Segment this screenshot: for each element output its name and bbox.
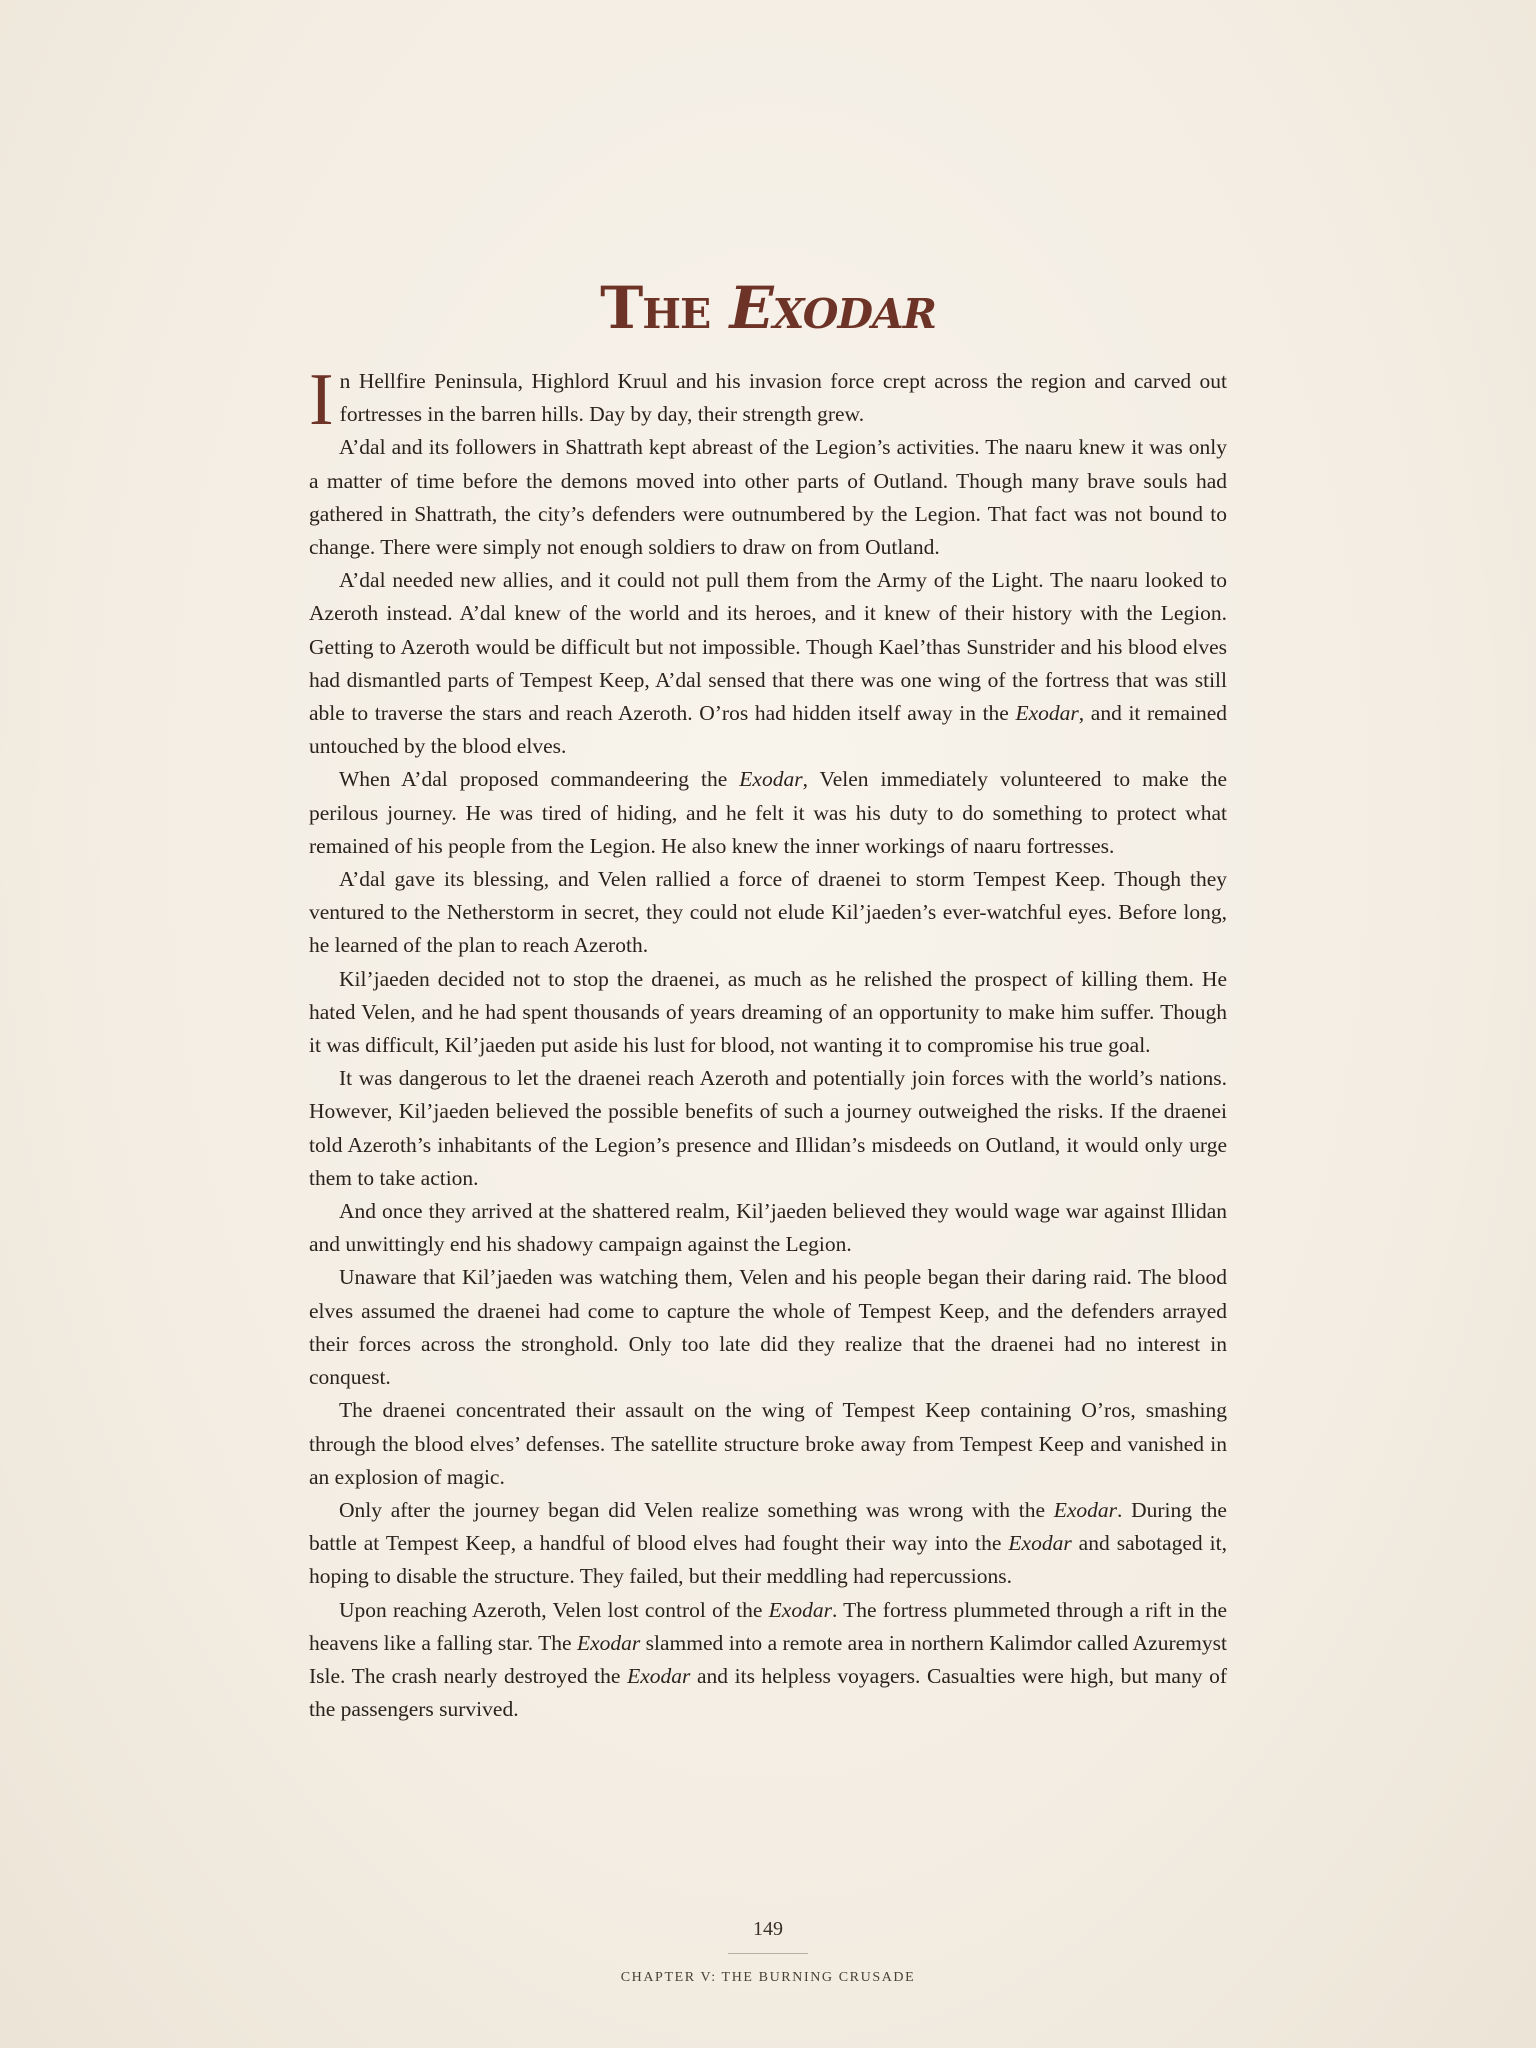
page-number: 149: [753, 1918, 783, 1940]
paragraph-11-italic-1: Exodar: [1053, 1497, 1117, 1522]
footer-divider: [728, 1953, 808, 1954]
paragraph-3-text-b: , and it remained untouched by the blood elves.: [309, 701, 1228, 759]
paragraph-4-italic: Exodar: [739, 767, 803, 792]
paragraph-11-text-c: and sabotaged it, hoping to disable the structure. They failed, but their meddling had repercussions.: [309, 1531, 1227, 1589]
paragraph-1-text: n Hellfire Peninsula, Highlord Kruul and his invasion force crept across the region and carved out fortresses in the barren hills. Day by day, their strength grew.: [339, 369, 1227, 427]
paragraph-7: It was dangerous to let the draenei reach Azeroth and potentially join forces with the world’s nations. However, Kil’jaeden believed the possible benefits of such a journey outweighed the risks. If the draenei told Azeroth’s inhabitants of the Legion’s presence and Illidan’s misdeeds on Outland, it would only urge them to take action.: [309, 1066, 1227, 1190]
paragraph-11-text-a: Only after the journey began did Velen realize something was wrong with the: [339, 1497, 1054, 1522]
paragraph-12-text-b: . The fortress plummeted through a rift in the heavens like a falling star. The: [309, 1597, 1227, 1655]
paragraph-4-text-a: When A’dal proposed commandeering the: [339, 767, 740, 792]
paragraph-5: A’dal gave its blessing, and Velen rallied a force of draenei to storm Tempest Keep. Though they ventured to the Netherstorm in secret, they could not elude Kil’jaeden’s ever-watchful eyes. Before long, he learned of the plan to reach Azeroth.: [309, 867, 1227, 958]
paragraph-3-italic: Exodar: [1015, 701, 1079, 726]
paragraph-11-text-b: . During the battle at Tempest Keep, a handful of blood elves had fought their way into the: [309, 1497, 1227, 1556]
paragraph-4: [309, 763, 1227, 863]
paragraph-8: And once they arrived at the shattered realm, Kil’jaeden believed they would wage war against Illidan and unwittingly end his shadowy campaign against the Legion.: [309, 1199, 1227, 1257]
paragraph-12-text-c: slammed into a remote area in northern Kalimdor called Azuremyst Isle. The crash nearly destroyed the: [309, 1630, 1227, 1688]
paragraph-4-text-b: , Velen immediately volunteered to make the perilous journey. He was tired of hiding, and he felt it was his duty to do something to protect what remained of his people from the Legion. He also knew the inner workings of naaru fortresses.: [309, 767, 1227, 858]
paragraph-1: [309, 359, 1227, 441]
paragraph-6: Kil’jaeden decided not to stop the draenei, as much as he relished the prospect of killing them. He hated Velen, and he had spent thousands of years dreaming of an opportunity to make him suffer. Though it was difficult, Kil’jaeden put aside his lust for blood, not wanting it to compromise his true goal.: [309, 966, 1227, 1058]
title-part-1: The: [600, 274, 730, 342]
paragraph-12-text-d: and its helpless voyagers. Casualties were high, but many of the passengers survived.: [309, 1663, 1227, 1722]
paragraph-12-italic-1: Exodar: [768, 1597, 832, 1622]
paragraph-12-text-a: Upon reaching Azeroth, Velen lost control of the: [339, 1597, 769, 1622]
body-text: [309, 359, 1228, 1726]
paragraph-12-italic-3: Exodar: [627, 1663, 691, 1688]
paragraph-12: [309, 1594, 1227, 1727]
title-part-2: Exodar: [729, 274, 936, 342]
paragraph-2: A’dal and its followers in Shattrath kept abreast of the Legion’s activities. The naaru knew it was only a matter of time before the demons moved into other parts of Outland. Though many brave souls had gathered in Shattrath, the city’s defenders were outnumbered by the Legion. That fact was not bound to change. There were simply not enough soldiers to draw on from Outland.: [309, 435, 1227, 560]
drop-cap: I: [309, 359, 334, 441]
paragraph-11-italic-2: Exodar: [1008, 1531, 1072, 1556]
paragraph-12-italic-2: Exodar: [576, 1630, 641, 1655]
paragraph-3: [309, 564, 1227, 763]
page-title: [0, 272, 1536, 344]
paragraph-3-text-a: A’dal needed new allies, and it could not pull them from the Army of the Light. The naaru looked to Azeroth instead. A’dal knew of the world and its heroes, and it knew of their history with the Legion. Getting to Azeroth would be difficult but not impossible. Though Kael’thas Sunstrider and his blood elves had dismantled parts of Tempest Keep, A’dal sensed that there was one wing of the fortress that was still able to traverse the stars and reach Azeroth. O’ros had hidden itself away in the: [309, 568, 1227, 726]
paragraph-9: Unaware that Kil’jaeden was watching them, Velen and his people began their daring raid. The blood elves assumed the draenei had come to capture the whole of Tempest Keep, and the defenders arrayed their forces across the stronghold. Only too late did they realize that the draenei had no interest in conquest.: [309, 1265, 1227, 1390]
paragraph-11: [309, 1494, 1227, 1594]
paragraph-10: The draenei concentrated their assault on the wing of Tempest Keep containing O’ros, smashing through the blood elves’ defenses. The satellite structure broke away from Tempest Keep and vanished in an explosion of magic.: [309, 1398, 1227, 1489]
chapter-footer: CHAPTER V: THE BURNING CRUSADE: [620, 1970, 916, 1985]
